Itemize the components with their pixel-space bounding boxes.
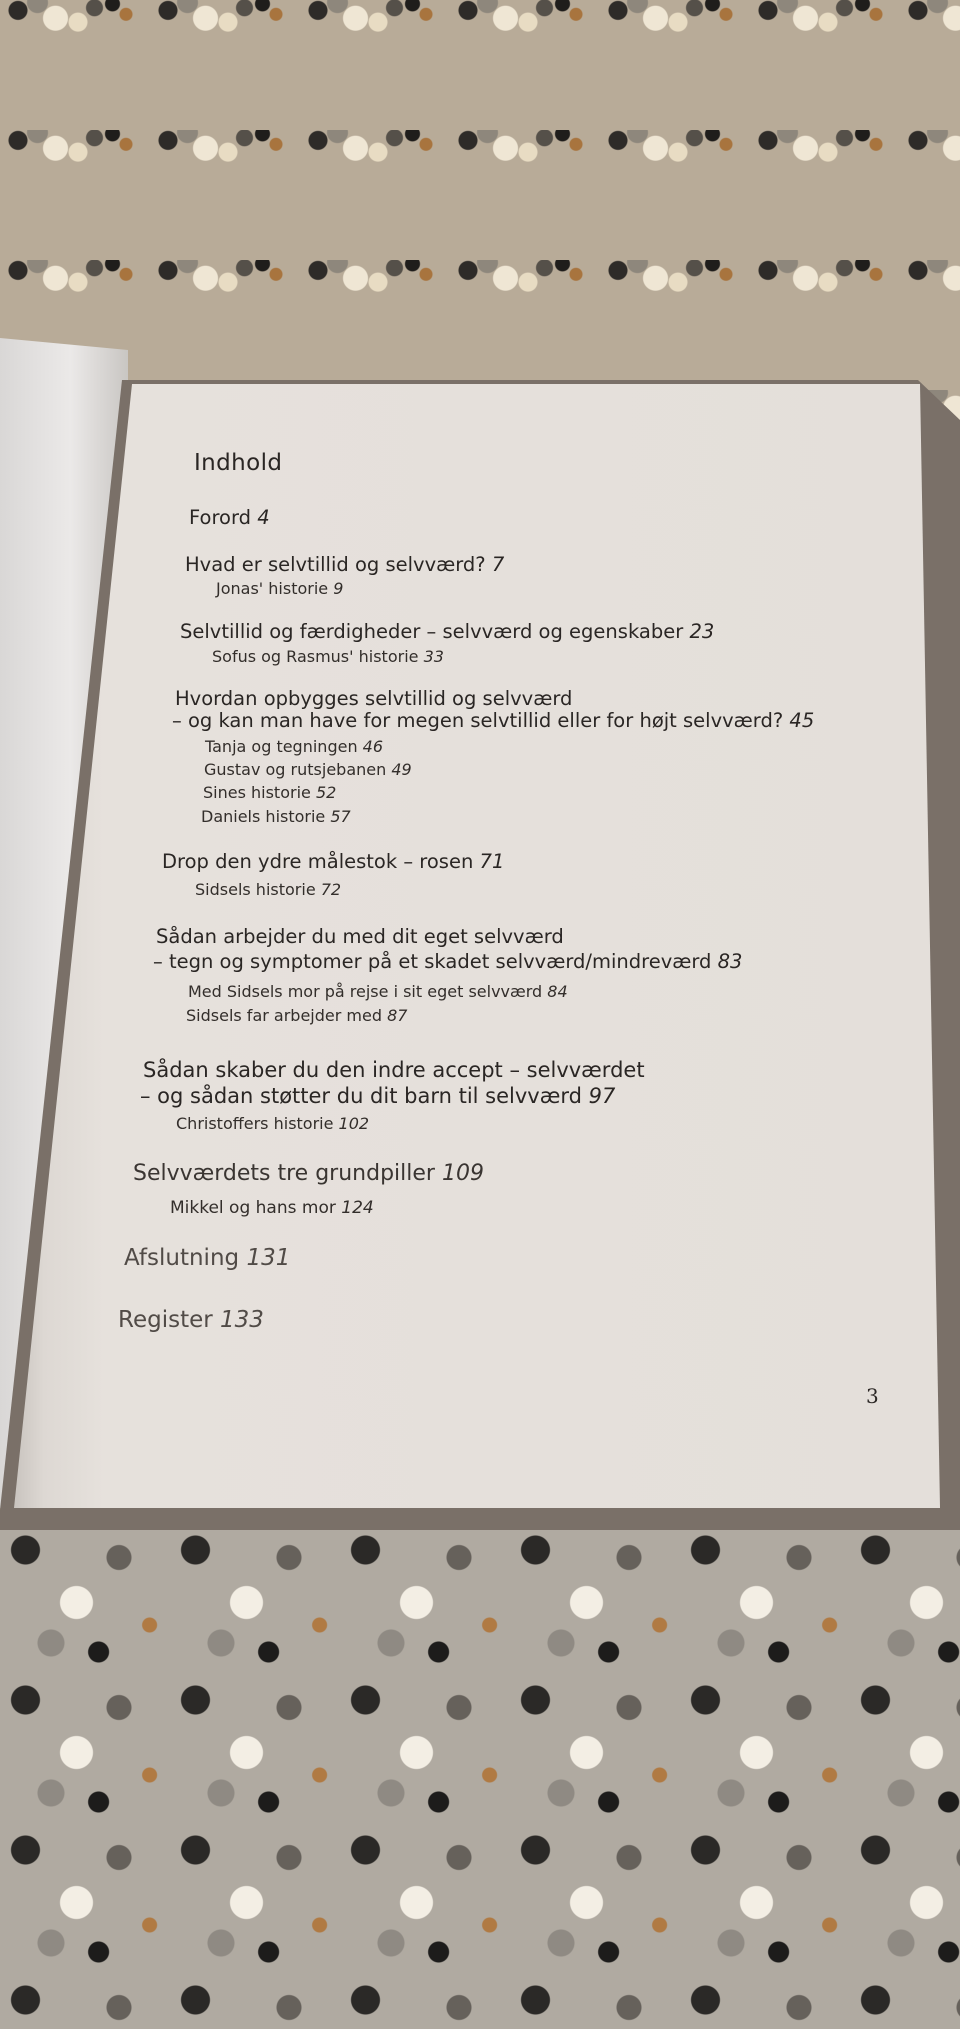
toc-entry: Forord 4	[189, 506, 270, 529]
toc-subentry: Sines historie 52	[203, 783, 337, 802]
toc-entry: Sådan arbejder du med dit eget selvværd	[156, 925, 564, 948]
toc-entry-continued: – og kan man have for megen selvtillid eller for højt selvværd? 45	[172, 709, 815, 732]
toc-entry: Hvordan opbygges selvtillid og selvværd	[175, 687, 573, 710]
toc-entry: Sådan skaber du den indre accept – selvværdet	[143, 1058, 645, 1082]
toc-entry-continued: – og sådan støtter du dit barn til selvværd 97	[140, 1084, 616, 1108]
toc-subentry: Jonas' historie 9	[216, 579, 344, 598]
toc-subentry: Gustav og rutsjebanen 49	[204, 760, 412, 779]
toc-subentry: Mikkel og hans mor 124	[170, 1198, 374, 1218]
toc-subentry: Med Sidsels mor på rejse i sit eget selvværd 84	[188, 982, 568, 1001]
toc-subentry: Daniels historie 57	[201, 807, 351, 826]
terrazzo-floor	[0, 1520, 960, 2029]
toc-entry: Register 133	[118, 1307, 264, 1333]
toc-subentry: Sofus og Rasmus' historie 33	[212, 647, 444, 666]
toc-subentry: Sidsels historie 72	[195, 880, 342, 899]
toc-entry: Selvværdets tre grundpiller 109	[133, 1161, 484, 1186]
page-number: 3	[866, 1384, 879, 1408]
toc-subentry: Christoffers historie 102	[176, 1114, 370, 1133]
toc-entry: Drop den ydre målestok – rosen 71	[162, 850, 505, 873]
toc-entry-continued: – tegn og symptomer på et skadet selvværd/mindreværd 83	[153, 950, 743, 973]
toc-entry: Selvtillid og færdigheder – selvværd og egenskaber 23	[180, 620, 715, 643]
toc-entry: Afslutning 131	[124, 1245, 291, 1271]
toc-entry: Hvad er selvtillid og selvværd? 7	[185, 553, 505, 576]
toc-heading: Indhold	[194, 450, 283, 476]
toc-subentry: Tanja og tegningen 46	[205, 737, 384, 756]
toc-subentry: Sidsels far arbejder med 87	[186, 1006, 408, 1025]
